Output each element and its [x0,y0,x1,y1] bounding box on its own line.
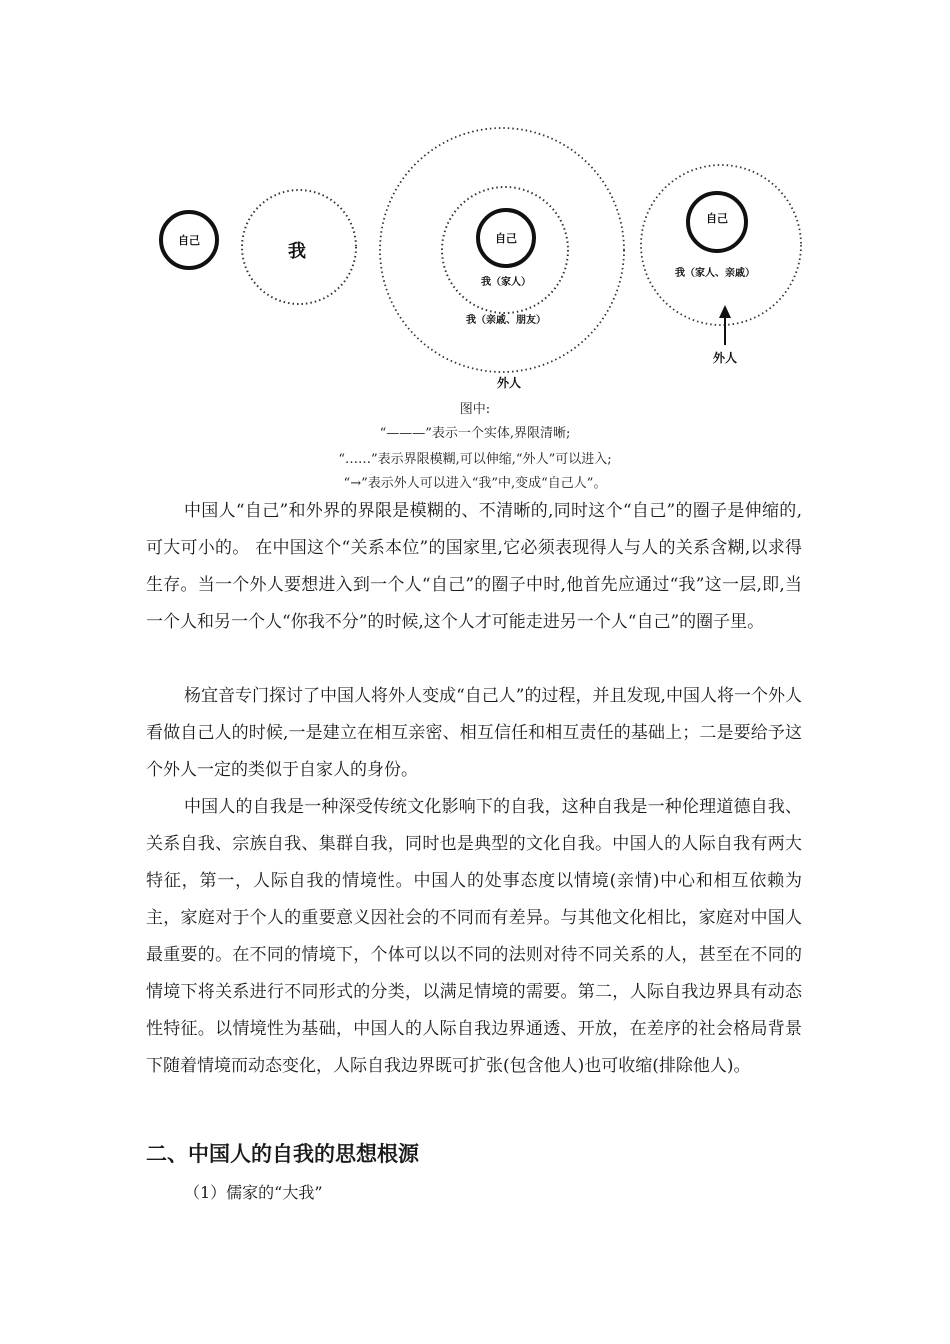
diagram2-inner-label: 我 [288,241,306,262]
diagram3-ring2-label: 我（亲戚、朋友） [466,315,546,326]
section-heading: 二、中国人的自我的思想根源 [146,1142,419,1166]
paragraph-boundary: 中国人“自己”和外界的界限是模糊的、不清晰的,同时这个“自己”的圈子是伸缩的,可大可小的。 在中国这个“关系本位”的国家里,它必须表现得人与人的关系含糊,以求得生存。当一个外人要想进入到一个人“自己”的圈子中时,他首先应通过“我”这一层,即,当一个人和另一个人“你我不分”的时候,这个人才可能走进另一个人“自己”的圈子里。 [146,501,802,632]
diagram3-inner-label: 自己 [495,232,517,245]
diagram-solid-self [161,212,217,268]
figure-caption-line3: “→”表示外人可以进入“我”中,变成“自己人”。 [343,476,607,491]
figure-caption-line2: “……”表示界限模糊,可以伸缩,“外人”可以进入; [338,452,612,467]
diagram-concentric [380,128,624,390]
arrow-head [719,305,731,318]
figure-caption-title: 图中: [459,402,491,417]
diagram4-ring1-label: 我（家人、亲戚） [675,268,755,279]
paragraph-interpersonal-self: 中国人的自我是一种深受传统文化影响下的自我，这种自我是一种伦理道德自我、关系自我、宗族自我、集群自我，同时也是典型的文化自我。中国人的人际自我有两大特征，第一，人际自我的情境性。中国人的处事态度以情境(亲情)中心和相互依赖为主，家庭对于个人的重要意义因社会的不同而有差异。与其他文化相比，家庭对中国人最重要的。在不同的情境下，个体可以以不同的法则对待不同关系的人，甚至在不同的情境下将关系进行不同形式的分类，以满足情境的需要。第二，人际自我边界具有动态性特征。以情境性为基础，中国人的人际自我边界通透、开放，在差序的社会格局背景下随着情境而动态变化，人际自我边界既可扩张(包含他人)也可收缩(排除他人)。 [146,797,802,1076]
self-boundary-diagram [0,0,950,400]
diagram-with-arrow [641,165,801,365]
figure-caption-line1: “———”表示一个实体,界限清晰; [379,426,571,441]
diagram4-arrow-label: 外人 [712,351,738,365]
outer-dotted-circle [380,128,624,372]
diagram3-ring1-label: 我（家人） [481,277,531,288]
subheading: （1）儒家的“大我” [184,1183,323,1202]
middle-dotted-circle [442,187,568,313]
diagram1-inner-label: 自己 [178,234,200,247]
diagram3-outside-label: 外人 [496,376,522,390]
paragraph-yang-yiyin: 杨宜音专门探讨了中国人将外人变成“自己人”的过程，并且发现,中国人将一个外人看做自己人的时候,一是建立在相互亲密、相互信任和相互责任的基础上；二是要给予这个外人一定的类似于自家人的身份。 [146,686,802,780]
diagram4-inner-label: 自己 [706,212,728,225]
outer-dotted-circle-4 [641,165,801,325]
diagram-dotted-wo [242,190,356,304]
